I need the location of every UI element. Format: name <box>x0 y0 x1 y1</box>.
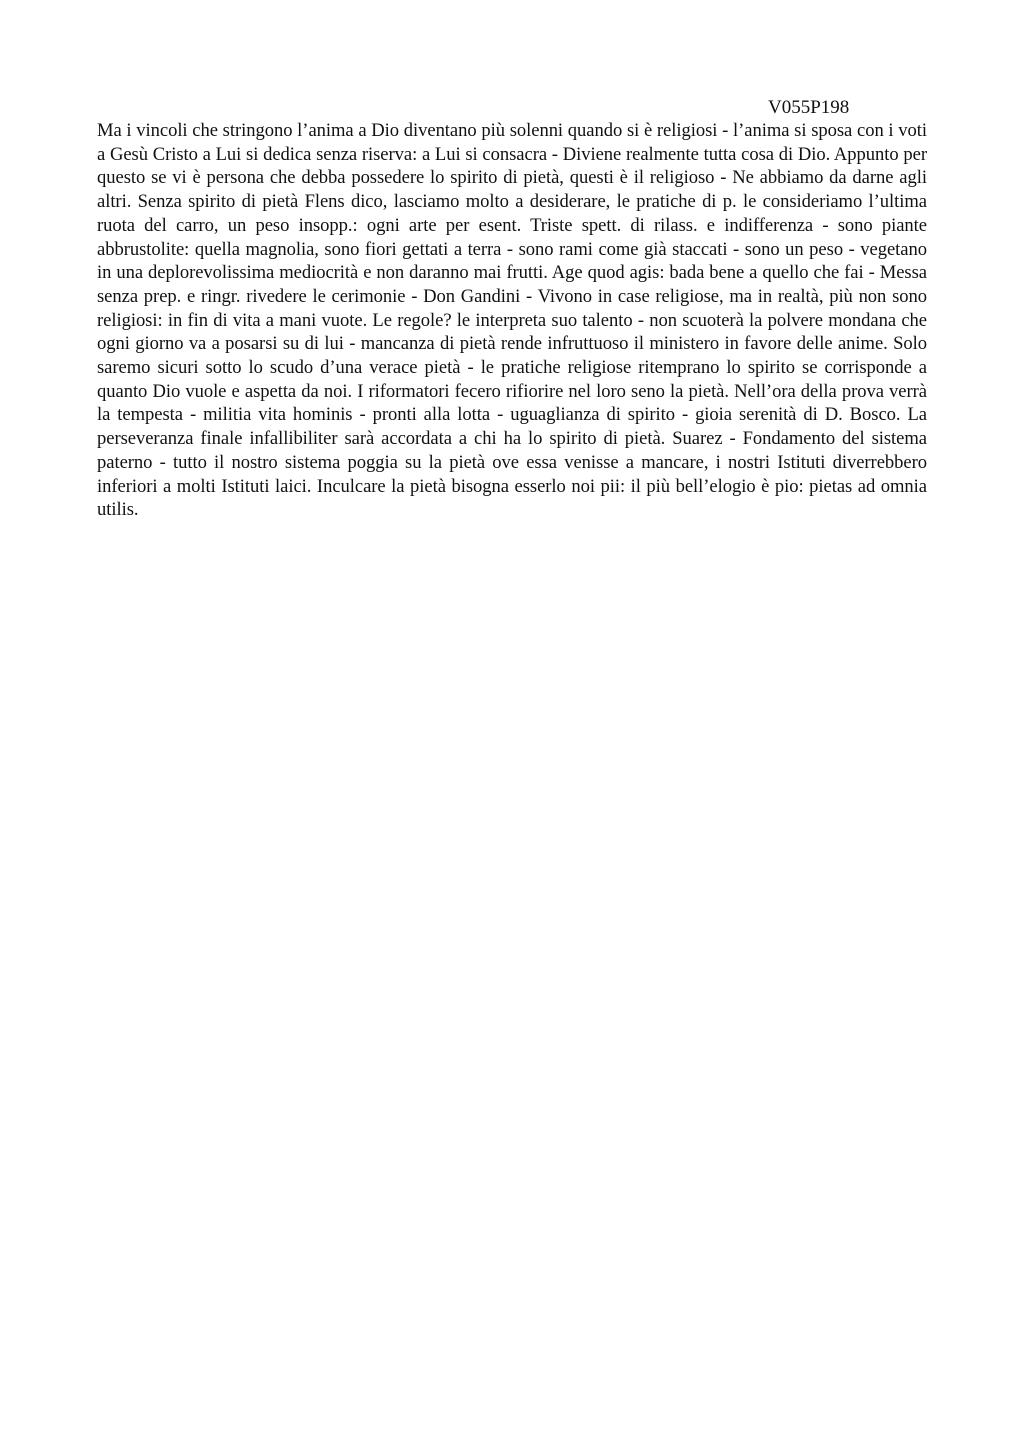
page-identifier: V055P198 <box>768 97 850 118</box>
body-paragraph: Ma i vincoli che stringono l’anima a Dio diventano più solenni quando si è religiosi - l’anima si sposa con i voti a Gesù Cristo a Lui si dedica senza riserva: a Lui si consacra - Diviene realmente tutta cosa di Dio. Appunto per questo se vi è persona che debba possedere lo spirito di pietà, questi è il religioso - Ne abbiamo da darne agli altri. Senza spirito di pietà Flens dico, lasciamo molto a desiderare, le pratiche di p. le consideriamo l’ultima ruota del carro, un peso insopp.: ogni arte per esent. Triste spett. di rilass. e indifferenza - sono piante abbrustolite: quella magnolia, sono fiori gettati a terra - sono rami come già staccati - sono un peso - vegetano in una deplorevolissima mediocrità e non daranno mai frutti. Age quod agis: bada bene a quello che fai - Messa senza prep. e ringr. rivedere le cerimonie - Don Gandini - Vivono in case religiose, ma in realtà, più non sono religiosi: in fin di vita a mani vuote. Le regole? le interpreta suo talento - non scuoterà la polvere mondana che ogni giorno va a posarsi su di lui - mancanza di pietà rende infruttuoso il ministero in favore delle anime. Solo saremo sicuri sotto lo scudo d’una verace pietà - le pratiche religiose ritemprano lo spirito se corrisponde a quanto Dio vuole e aspetta da noi. I riformatori fecero rifiorire nel loro seno la pietà. Nell’ora della prova verrà la tempesta - militia vita hominis - pronti alla lotta - uguaglianza di spirito - gioia serenità di D. Bosco. La perseveranza finale infallibiliter sarà accordata a chi ha lo spirito di pietà. Suarez - Fondamento del sistema paterno - tutto il nostro sistema poggia su la pietà ove essa venisse a mancare, i nostri Istituti diverrebbero inferiori a molti Istituti laici. Inculcare la pietà bisogna esserlo noi pii: il più bell’elogio è pio: pietas ad omnia utilis. <box>97 120 927 521</box>
